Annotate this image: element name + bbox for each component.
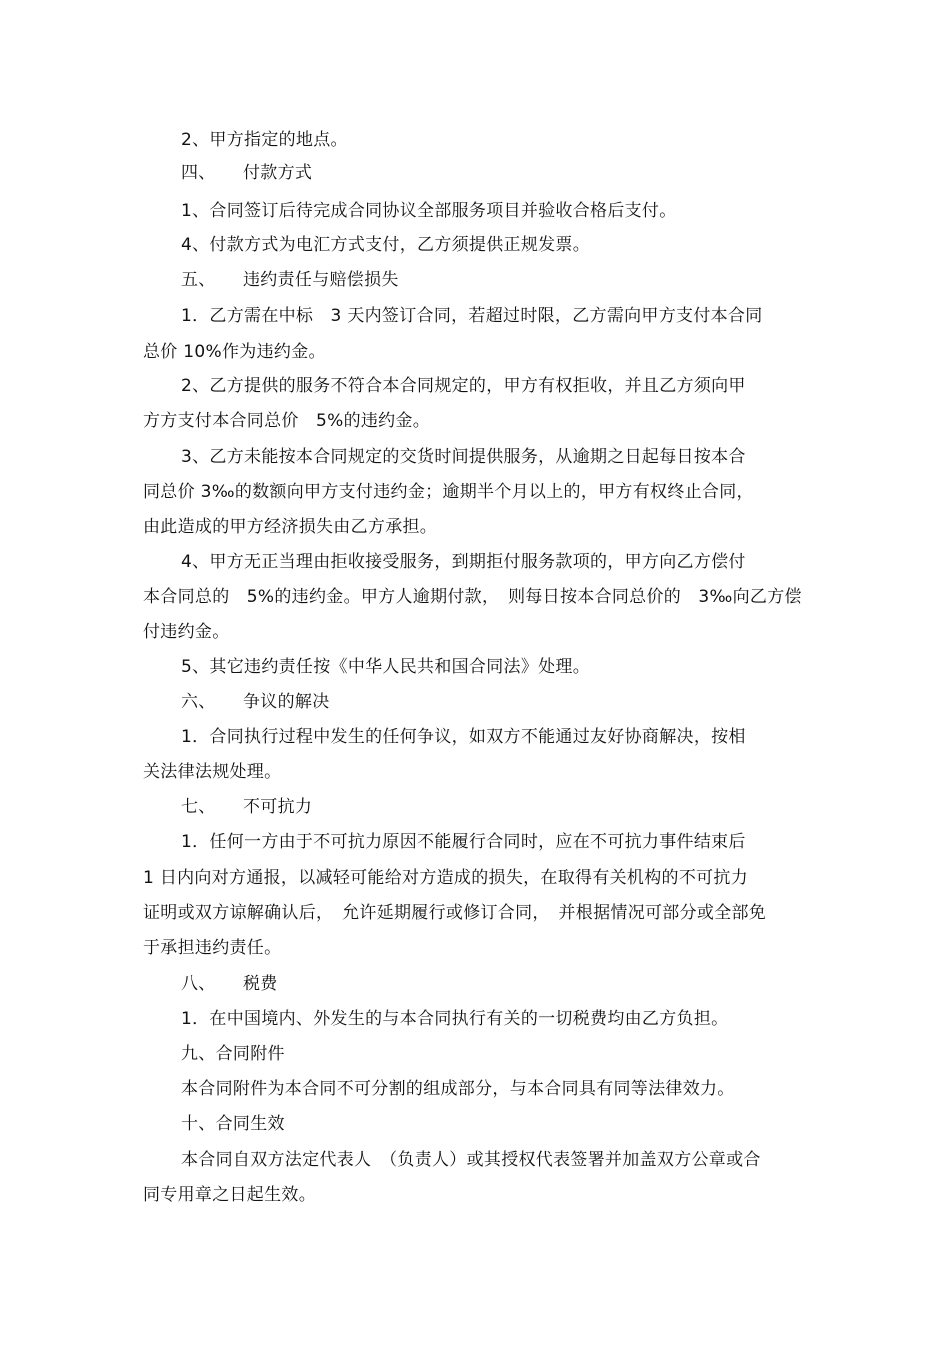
- clause-2-location: 2、甲方指定的地点。: [181, 130, 348, 150]
- section-title: 违约责任与赔偿损失: [243, 270, 399, 290]
- section-7-heading: [181, 795, 312, 819]
- section-4-heading: [181, 161, 312, 185]
- payment-clause-1: 1、合同签订后待完成合同协议全部服务项目并验收合格后支付。: [181, 201, 677, 221]
- liability-clause-2-line-2: 方方支付本合同总价 5%的违约金。: [143, 411, 431, 431]
- force-majeure-line-1: 1．任何一方由于不可抗力原因不能履行合同时，应在不可抗力事件结束后: [181, 832, 746, 852]
- force-majeure-line-2: 1 日内向对方通报，以减轻可能给对方造成的损失，在取得有关机构的不可抗力: [143, 868, 749, 888]
- liability-clause-4-line-1: 4、甲方无正当理由拒收接受服务，到期拒付服务款项的，甲方向乙方偿付: [181, 552, 746, 572]
- force-majeure-line-3: 证明或双方谅解确认后， 允许延期履行或修订合同， 并根据情况可部分或全部免: [143, 903, 767, 923]
- section-title: 不可抗力: [243, 797, 313, 817]
- attachment-clause: 本合同附件为本合同不可分割的组成部分，与本合同具有同等法律效力。: [181, 1079, 735, 1099]
- liability-clause-3-line-2: 同总价 3‰的数额向甲方支付违约金；逾期半个月以上的，甲方有权终止合同，: [143, 482, 754, 502]
- section-8-heading: [181, 972, 278, 996]
- section-number: 五、: [181, 270, 216, 290]
- liability-clause-3-line-1: 3、乙方未能按本合同规定的交货时间提供服务，从逾期之日起每日按本合: [181, 447, 746, 467]
- tax-clause-1: 1．在中国境内、外发生的与本合同执行有关的一切税费均由乙方负担。: [181, 1009, 729, 1029]
- force-majeure-line-4: 于承担违约责任。: [143, 938, 282, 958]
- effective-clause-line-2: 同专用章之日起生效。: [143, 1185, 316, 1205]
- liability-clause-1-line-2: 总价 10%作为违约金。: [143, 342, 326, 362]
- liability-clause-1-line-1: 1．乙方需在中标 3 天内签订合同，若超过时限，乙方需向甲方支付本合同: [181, 306, 763, 326]
- section-9-heading: 九、合同附件: [181, 1044, 285, 1064]
- section-6-heading: [181, 690, 330, 714]
- section-title: 付款方式: [243, 163, 313, 183]
- liability-clause-5: 5、其它违约责任按《中华人民共和国合同法》处理。: [181, 657, 591, 677]
- section-number: 八、: [181, 974, 216, 994]
- liability-clause-4-line-3: 付违约金。: [143, 622, 230, 642]
- section-title: 税费: [243, 974, 278, 994]
- effective-clause-line-1: 本合同自双方法定代表人 （负责人）或其授权代表签署并加盖双方公章或合: [181, 1150, 761, 1170]
- liability-clause-3-line-3: 由此造成的甲方经济损失由乙方承担。: [143, 517, 438, 537]
- section-number: 四、: [181, 163, 216, 183]
- liability-clause-2-line-1: 2、乙方提供的服务不符合本合同规定的，甲方有权拒收，并且乙方须向甲: [181, 376, 746, 396]
- section-number: 七、: [181, 797, 216, 817]
- section-5-heading: [181, 268, 399, 292]
- liability-clause-4-line-2: 本合同总的 5%的违约金。甲方人逾期付款， 则每日按本合同总价的 3‰向乙方偿: [143, 587, 802, 607]
- dispute-clause-1-line-2: 关法律法规处理。: [143, 762, 282, 782]
- section-title: 争议的解决: [243, 692, 330, 712]
- payment-clause-4: 4、付款方式为电汇方式支付，乙方须提供正规发票。: [181, 235, 591, 255]
- section-number: 六、: [181, 692, 216, 712]
- section-10-heading: 十、合同生效: [181, 1114, 285, 1134]
- dispute-clause-1-line-1: 1．合同执行过程中发生的任何争议，如双方不能通过友好协商解决，按相: [181, 727, 746, 747]
